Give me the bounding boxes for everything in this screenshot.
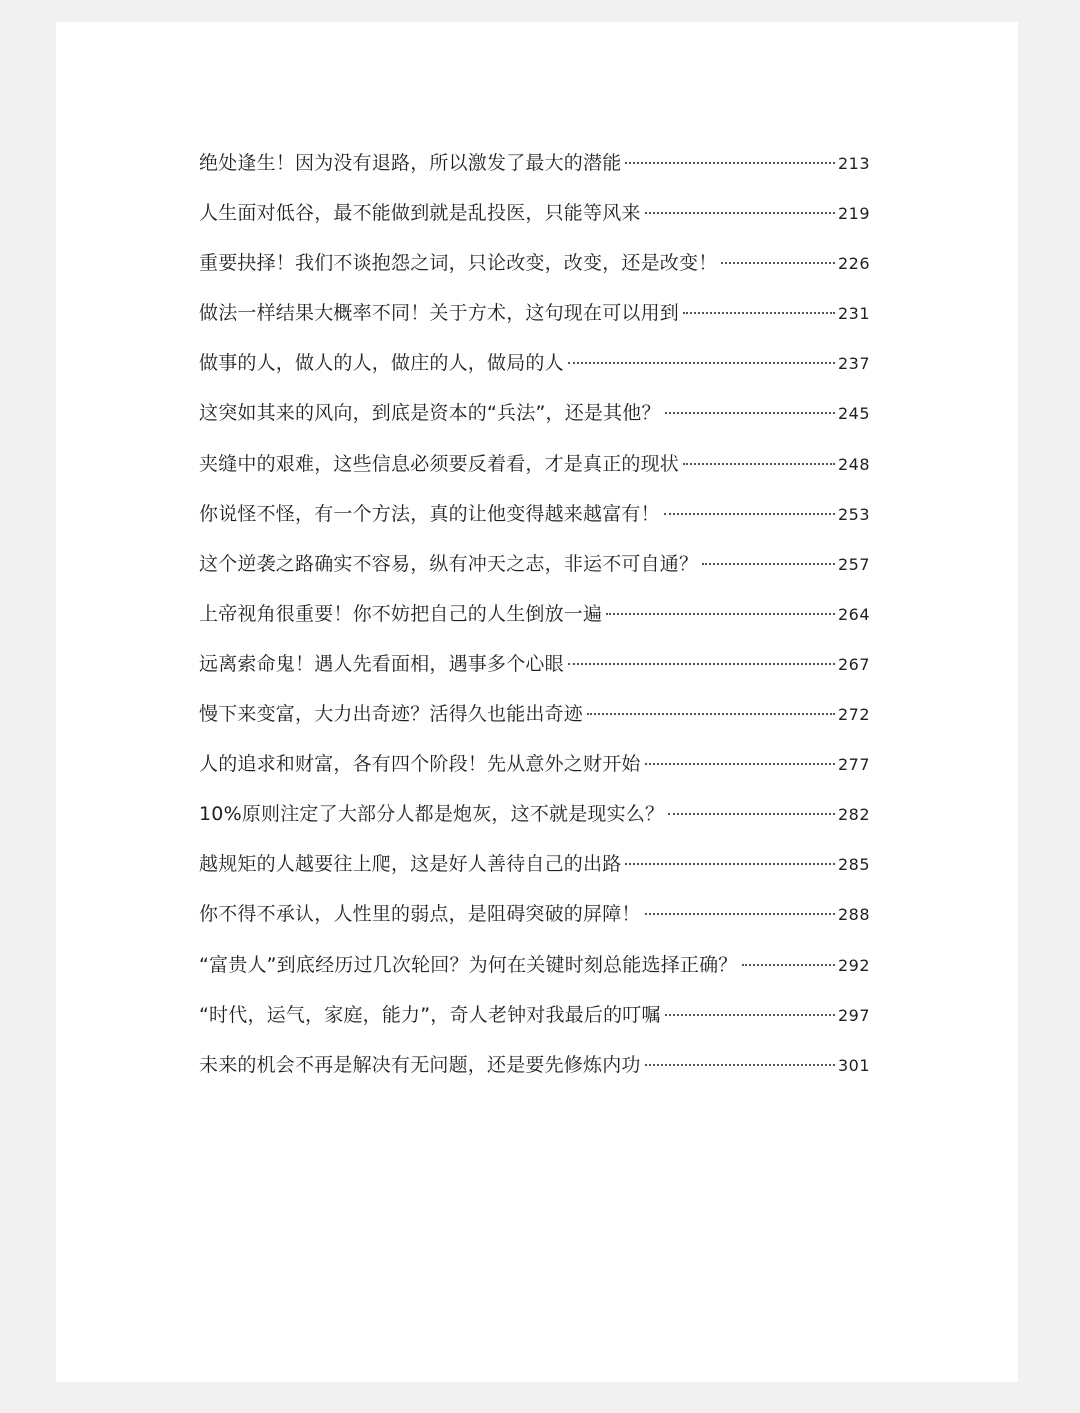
toc-entry-title: 这个逆袭之路确实不容易，纵有冲天之志，非运不可自通？ <box>199 552 699 575</box>
toc-entry-page: 288 <box>837 905 870 925</box>
table-of-contents <box>199 143 870 1095</box>
toc-leader-dots <box>664 513 835 515</box>
toc-leader-dots <box>683 312 835 314</box>
toc-leader-dots <box>721 262 835 264</box>
toc-entry-title: 你不得不承认，人性里的弱点，是阻碍突破的屏障！ <box>199 903 641 926</box>
toc-entry-title: 绝处逢生！因为没有退路，所以激发了最大的潜能 <box>199 152 622 174</box>
toc-leader-dots <box>665 412 835 414</box>
toc-entry-page: 264 <box>837 604 870 624</box>
toc-leader-dots <box>702 563 835 565</box>
toc-entry-title: 夹缝中的艰难，这些信息必须要反着看，才是真正的现状 <box>199 452 680 475</box>
toc-entry[interactable] <box>199 243 870 293</box>
toc-entry-page: 301 <box>837 1055 870 1075</box>
toc-entry[interactable] <box>199 494 870 544</box>
toc-entry-page: 277 <box>837 755 870 775</box>
toc-entry[interactable] <box>199 945 870 995</box>
toc-entry-title: 人的追求和财富，各有四个阶段！先从意外之财开始 <box>199 753 641 776</box>
toc-leader-dots <box>668 813 835 815</box>
toc-entry[interactable] <box>199 544 870 594</box>
toc-entry[interactable] <box>199 744 870 794</box>
toc-entry-title: 重要抉择！我们不谈抱怨之词，只论改变，改变，还是改变！ <box>199 252 718 275</box>
toc-leader-dots <box>645 212 835 214</box>
toc-leader-dots <box>587 713 835 715</box>
toc-entry-page: 285 <box>837 855 870 875</box>
toc-leader-dots <box>625 863 835 865</box>
toc-entry[interactable] <box>199 143 870 193</box>
toc-entry[interactable] <box>199 995 870 1045</box>
toc-leader-dots <box>606 613 835 615</box>
toc-leader-dots <box>645 913 835 915</box>
toc-entry-title: 远离索命鬼！遇人先看面相，遇事多个心眼 <box>199 652 564 675</box>
toc-entry-page: 248 <box>837 454 870 474</box>
toc-entry[interactable] <box>199 594 870 644</box>
toc-entry[interactable] <box>199 343 870 393</box>
toc-entry[interactable] <box>199 844 870 894</box>
toc-entry[interactable] <box>199 193 870 243</box>
toc-entry[interactable] <box>199 644 870 694</box>
toc-entry[interactable] <box>199 794 870 844</box>
toc-leader-dots <box>645 1064 835 1066</box>
toc-entry-page: 272 <box>837 705 870 725</box>
toc-entry[interactable] <box>199 393 870 443</box>
toc-entry-title: 这突如其来的风向，到底是资本的“兵法”，还是其他？ <box>199 402 661 425</box>
toc-leader-dots <box>625 162 835 164</box>
toc-entry-page: 237 <box>837 354 870 374</box>
toc-entry-title: 越规矩的人越要往上爬，这是好人善待自己的出路 <box>199 853 622 876</box>
toc-entry-page: 253 <box>837 504 870 524</box>
toc-entry-title: 做法一样结果大概率不同！关于方术，这句现在可以用到 <box>199 302 680 325</box>
toc-entry-page: 219 <box>837 204 870 224</box>
toc-entry-page: 257 <box>837 554 870 574</box>
toc-entry[interactable] <box>199 444 870 494</box>
toc-entry-title: “时代，运气，家庭，能力”，奇人老钟对我最后的叮嘱 <box>199 1003 661 1026</box>
toc-entry-title: 做事的人，做人的人，做庄的人，做局的人 <box>199 352 564 375</box>
toc-leader-dots <box>683 463 835 465</box>
toc-entry[interactable] <box>199 293 870 343</box>
toc-leader-dots <box>665 1014 835 1016</box>
toc-leader-dots <box>742 964 835 966</box>
toc-leader-dots <box>568 663 835 665</box>
toc-entry-title: 慢下来变富，大力出奇迹？活得久也能出奇迹 <box>199 703 584 726</box>
toc-entry[interactable] <box>199 694 870 744</box>
toc-entry-page: 297 <box>837 1005 870 1025</box>
toc-entry[interactable] <box>199 1045 870 1095</box>
toc-entry-title: “富贵人”到底经历过几次轮回？为何在关键时刻总能选择正确？ <box>199 953 738 976</box>
toc-entry-title: 你说怪不怪，有一个方法，真的让他变得越来越富有！ <box>199 502 660 525</box>
toc-entry-page: 282 <box>837 805 870 825</box>
toc-entry-title: 人生面对低谷，最不能做到就是乱投医，只能等风来 <box>199 202 641 225</box>
toc-entry[interactable] <box>199 894 870 944</box>
toc-entry-page: 292 <box>837 955 870 975</box>
toc-entry-page: 213 <box>837 154 870 173</box>
toc-entry-title: 10%原则注定了大部分人都是炮灰，这不就是现实么？ <box>199 803 665 826</box>
toc-entry-page: 245 <box>837 404 870 424</box>
toc-entry-page: 226 <box>837 254 870 274</box>
toc-entry-page: 267 <box>837 654 870 674</box>
toc-entry-title: 上帝视角很重要！你不妨把自己的人生倒放一遍 <box>199 602 603 625</box>
toc-entry-page: 231 <box>837 304 870 324</box>
toc-leader-dots <box>645 763 835 765</box>
toc-entry-title: 未来的机会不再是解决有无问题，还是要先修炼内功 <box>199 1053 641 1076</box>
toc-leader-dots <box>568 362 835 364</box>
